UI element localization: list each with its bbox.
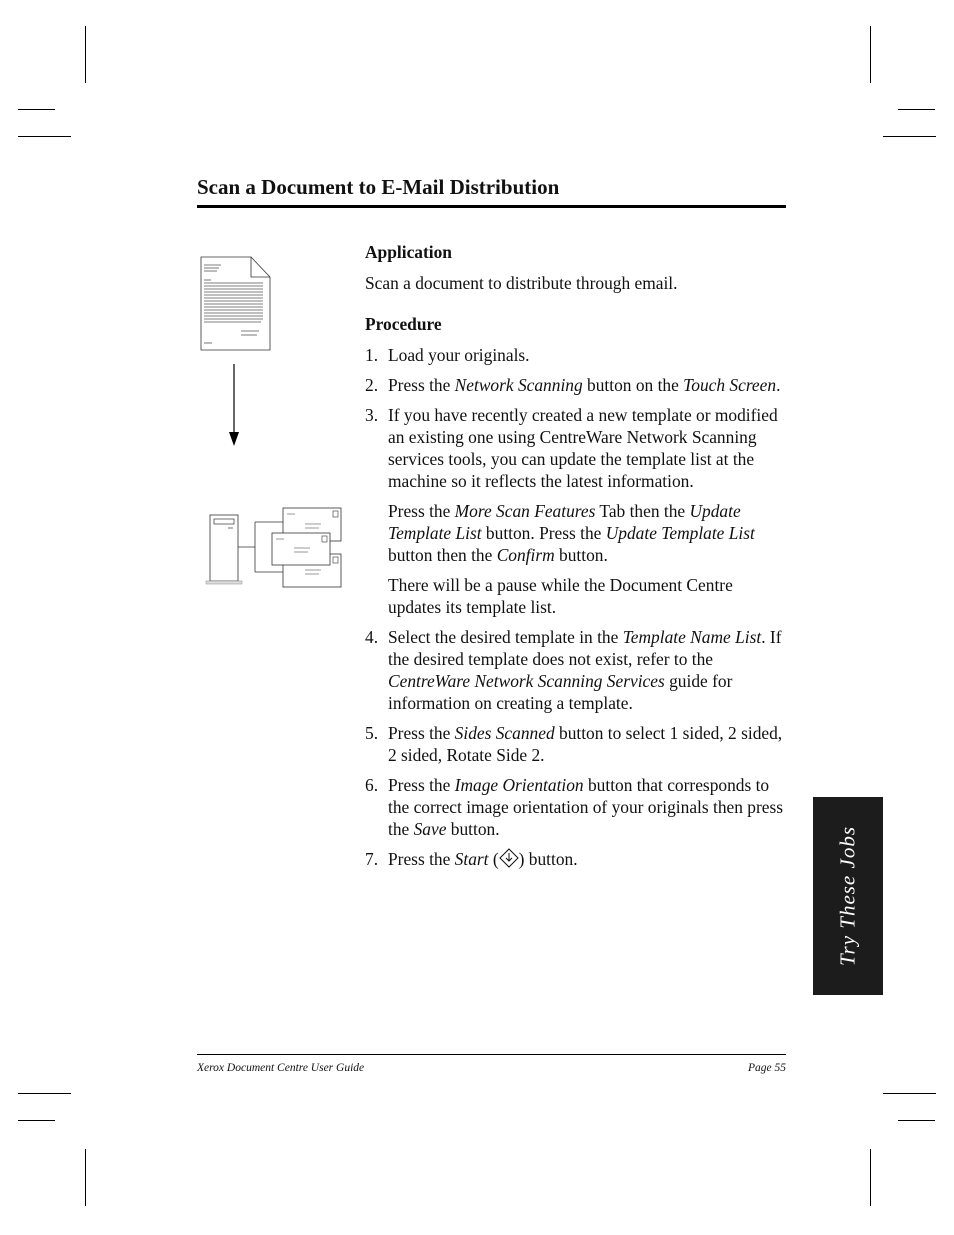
footer-page-number: Page 55 — [747, 1062, 786, 1074]
step-number: 4. — [365, 627, 379, 647]
step-number: 6. — [365, 775, 379, 795]
footer-rule — [197, 1054, 786, 1055]
procedure-step — [365, 774, 790, 840]
crop-mark — [18, 1093, 71, 1094]
procedure-step — [365, 404, 790, 618]
step-number: 1. — [365, 345, 379, 365]
title-rule — [197, 205, 786, 208]
crop-mark — [870, 26, 871, 83]
start-diamond-icon — [499, 848, 519, 868]
procedure-step — [365, 344, 790, 366]
page-title: Scan a Document to E-Mail Distribution — [197, 175, 560, 199]
step-subtext: There will be a pause while the Document Centre updates its template list. — [388, 575, 733, 617]
server-icon — [206, 515, 242, 584]
crop-mark — [18, 1120, 55, 1121]
step-text: If you have recently created a new template or modified an existing one using CentreWare Network Scanning services tools, you can update the template list at the machine so it reflects the latest information. — [388, 405, 778, 491]
scan-to-email-illustration — [195, 252, 347, 592]
step-number: 3. — [365, 405, 379, 425]
crop-mark — [870, 1149, 871, 1206]
crop-mark — [898, 1120, 935, 1121]
step-text: Load your originals. — [388, 345, 530, 365]
step-text: Select the desired template in the Template Name List. If the desired template does not exist, refer to the CentreWare Network Scanning Services guide for information on creating a template. — [388, 627, 782, 713]
procedure-steps — [365, 344, 790, 870]
procedure-step — [365, 722, 790, 766]
step-text: Press the Start ( ) button. — [388, 849, 578, 869]
crop-mark — [898, 109, 935, 110]
crop-mark — [85, 26, 86, 83]
step-text: Press the Network Scanning button on the Touch Screen. — [388, 375, 781, 395]
step-number: 5. — [365, 723, 379, 743]
step-subtext: Press the More Scan Features Tab then the Update Template List button. Press the Update Template List button then the Confirm button. — [388, 501, 755, 565]
procedure-heading: Procedure — [365, 314, 442, 334]
step-number: 2. — [365, 375, 379, 395]
application-heading: Application — [365, 242, 452, 262]
procedure-step — [365, 848, 790, 870]
crop-mark — [883, 1093, 936, 1094]
application-text: Scan a document to distribute through email. — [365, 273, 678, 293]
crop-mark — [18, 136, 71, 137]
procedure-body — [365, 241, 790, 878]
procedure-step — [365, 374, 790, 396]
crop-mark — [18, 109, 55, 110]
crop-mark — [85, 1149, 86, 1206]
document-icon — [201, 257, 270, 350]
footer-guide-title: Xerox Document Centre User Guide — [197, 1062, 365, 1074]
crop-mark — [883, 136, 936, 137]
arrow-down-icon — [229, 364, 239, 446]
email-icon — [272, 533, 330, 565]
step-number: 7. — [365, 849, 379, 869]
side-tab — [813, 797, 883, 995]
step-text: Press the Sides Scanned button to select 1 sided, 2 sided, 2 sided, Rotate Side 2. — [388, 723, 783, 765]
side-tab-label: Try These Jobs — [835, 826, 860, 966]
procedure-step — [365, 626, 790, 714]
step-text: Press the Image Orientation button that corresponds to the correct image orientation of your originals then press the Save button. — [388, 775, 784, 839]
